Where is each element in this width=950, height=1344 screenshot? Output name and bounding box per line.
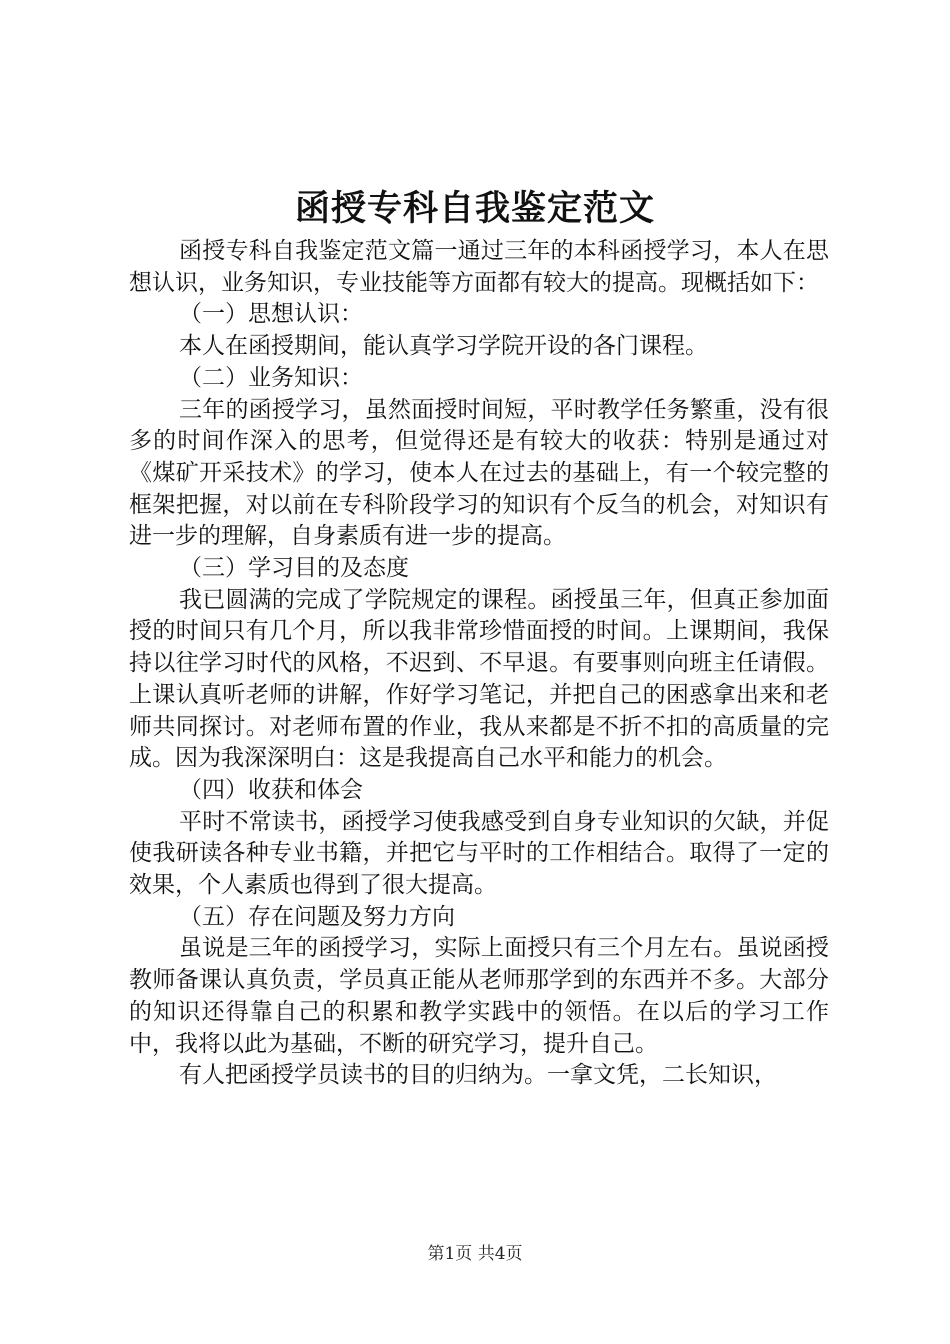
paragraph-purpose: 我已圆满的完成了学院规定的课程。函授虽三年，但真正参加面授的时间只有几个月，所以我非常珍惜面授的时间。上课期间，我保持以往学习时代的风格，不迟到、不早退。有要事则向班主任请假。上课认真听老师的讲解，作好学习笔记，并把自己的困惑拿出来和老师共同探讨。对老师布置的作业，我从来都是不折不扣的高质量的完成。因为我深深明白：这是我提高自己水平和能力的机会。	[129, 586, 829, 772]
section-heading-business: （二）业务知识：	[179, 364, 363, 391]
paragraph-closing: 有人把函授学员读书的目的归纳为。一拿文凭，二长知识，	[179, 1062, 777, 1089]
paragraph-intro: 函授专科自我鉴定范文篇一通过三年的本科函授学习，本人在思想认识，业务知识，专业技能等方面都有较大的提高。现概括如下：	[129, 238, 829, 296]
paragraph-problems: 虽说是三年的函授学习，实际上面授只有三个月左右。虽说函授教师备课认真负责，学员真正能从老师那学到的东西并不多。大部分的知识还得靠自己的积累和教学实践中的领悟。在以后的学习工作中，我将以此为基础，不断的研究学习，提升自己。	[129, 935, 829, 1057]
section-heading-purpose: （三）学习目的及态度	[179, 555, 409, 582]
paragraph-thought: 本人在函授期间，能认真学习学院开设的各门课程。	[179, 333, 708, 360]
page-number-footer: 第1页 共4页	[427, 1244, 523, 1264]
section-heading-gains: （四）收获和体会	[179, 776, 363, 803]
section-heading-thought: （一）思想认识：	[179, 301, 363, 328]
document-title: 函授专科自我鉴定范文	[294, 188, 655, 229]
paragraph-gains: 平时不常读书，函授学习使我感受到自身专业知识的欠缺，并促使我研读各种专业书籍，并把它与平时的工作相结合。取得了一定的效果，个人素质也得到了很大提高。	[129, 808, 829, 899]
paragraph-business: 三年的函授学习，虽然面授时间短，平时教学任务繁重，没有很多的时间作深入的思考，但觉得还是有较大的收获：特别是通过对《煤矿开采技术》的学习，使本人在过去的基础上，有一个较完整的框架把握，对以前在专科阶段学习的知识有个反刍的机会，对知识有进一步的理解，自身素质有进一步的提高。	[129, 396, 829, 550]
section-heading-problems: （五）存在问题及努力方向	[179, 903, 455, 930]
document-body	[129, 236, 829, 1092]
